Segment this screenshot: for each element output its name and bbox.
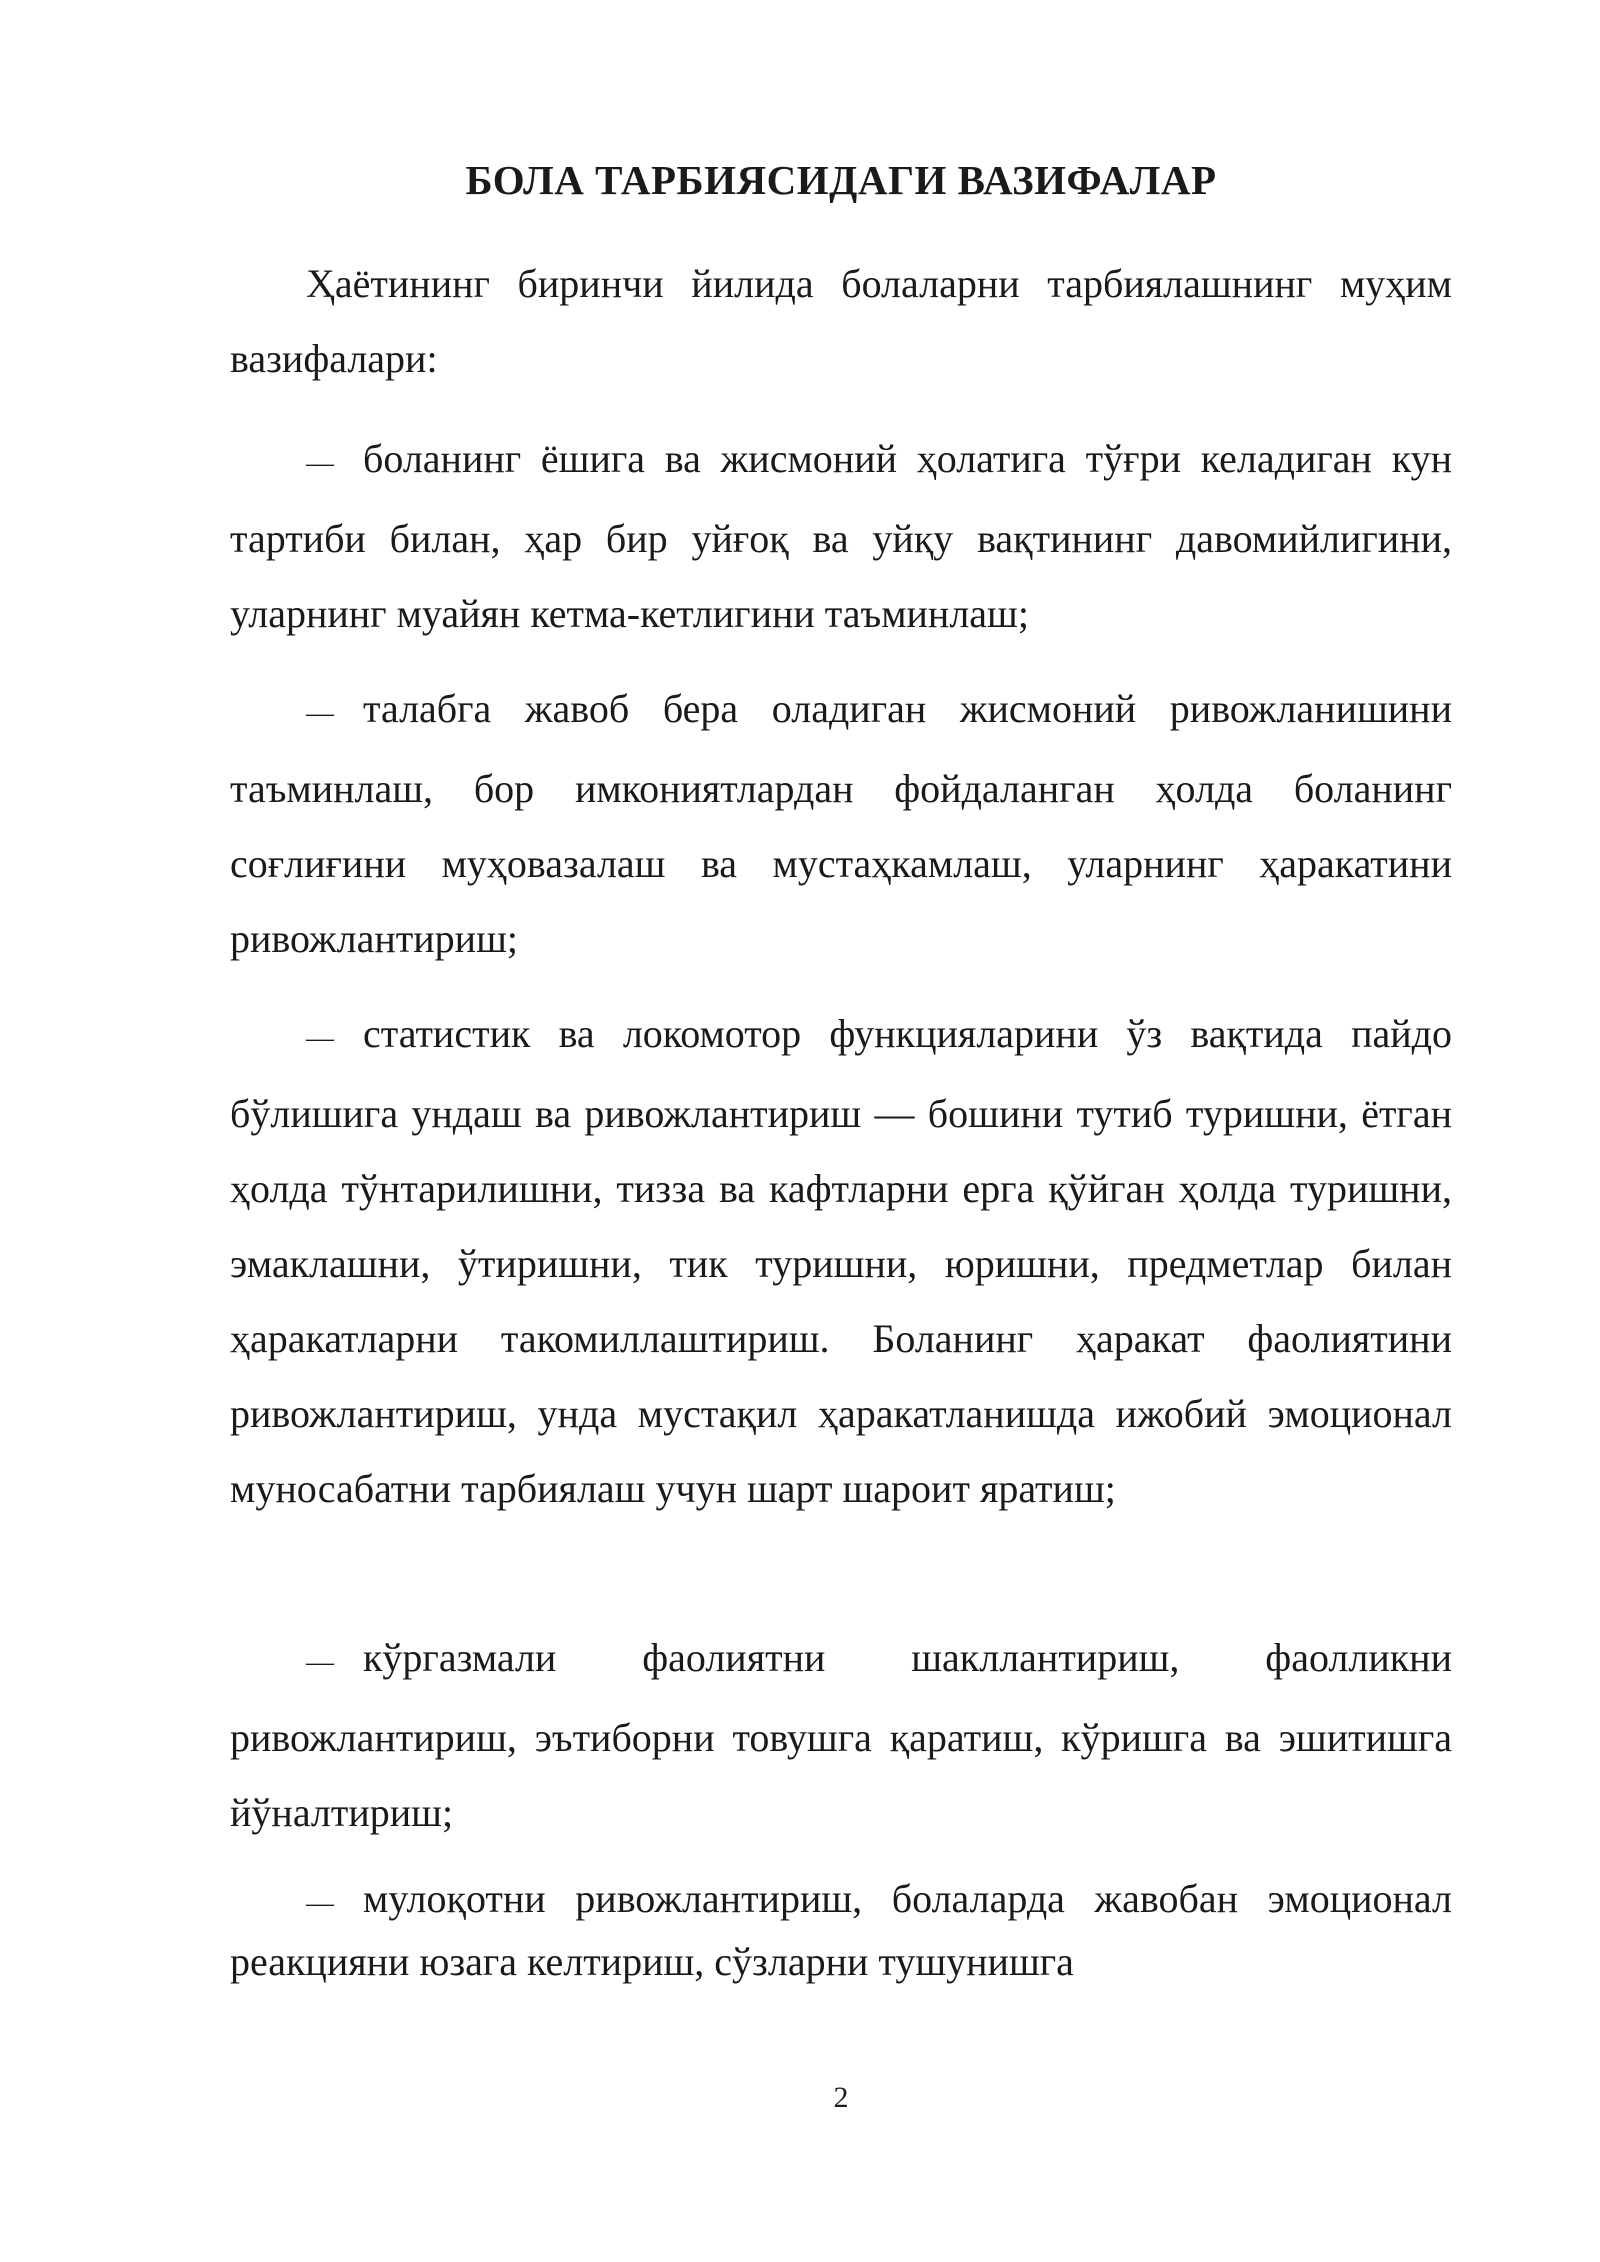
page-number: 2 (833, 2081, 849, 2114)
list-item-text: талабга жавоб бера оладиган жисмоний ривожланишини таъминлаш, бор имкониятлардан фойдаланган ҳолда боланинг соғлиғини муҳовазалаш ва мустаҳкамлаш, уларнинг ҳаракатини ривожлантириш; (230, 686, 1452, 961)
list-item-text: мулоқотни ривожлантириш, болаларда жавобан эмоционал реакцияни юзага келтириш, сўзларни тушунишга (230, 1876, 1452, 1984)
dash-bullet: — (306, 1647, 334, 1678)
list-item (230, 1620, 1452, 1850)
list-item-text: боланинг ёшига ва жисмоний ҳолатига тўғри келадиган кун тартиби билан, ҳар бир уйғоқ ва уйқу вақтининг давомийлигини, уларнинг муайян кетма-кетлигини таъминлаш; (230, 436, 1452, 636)
dash-bullet: — (306, 448, 334, 479)
dash-bullet: — (306, 698, 334, 729)
intro-paragraph: Ҳаётининг биринчи йилида болаларни тарбиялашнинг муҳим вазифалари: (230, 261, 1452, 381)
page-title: БОЛА ТАРБИЯСИДАГИ ВАЗИФАЛАР (465, 157, 1217, 203)
dash-bullet: — (306, 1888, 334, 1919)
list-item-text: статистик ва локомотор функцияларини ўз вақтида пайдо бўлишига ундаш ва ривожлантириш — бошини тутиб туришни, ётган ҳолда тўнтарилишни, тизза ва кафтларни ерга қўйган ҳолда туришни, эмаклашни, ўтиришни, тик туришни, юришни, предметлар билан ҳаракатларни такомиллаштириш. Боланинг ҳаракат фаолиятини ривожлантириш, унда мустақил ҳаракатланишда ижобий эмоционал муносабатни тарбиялаш учун шарт шароит яратиш; (230, 1011, 1452, 1511)
list-item (230, 671, 1452, 976)
list-item (230, 1870, 1452, 1991)
list-item-text: кўргазмали фаолиятни шакллантириш, фаолликни ривожлантириш, эътиборни товушга қаратиш, кўришга ва эшитишга йўналтириш; (230, 1635, 1452, 1835)
document-page (230, 0, 1452, 2262)
dash-bullet: — (306, 1023, 334, 1054)
list-item (230, 996, 1452, 1526)
list-item (230, 421, 1452, 651)
